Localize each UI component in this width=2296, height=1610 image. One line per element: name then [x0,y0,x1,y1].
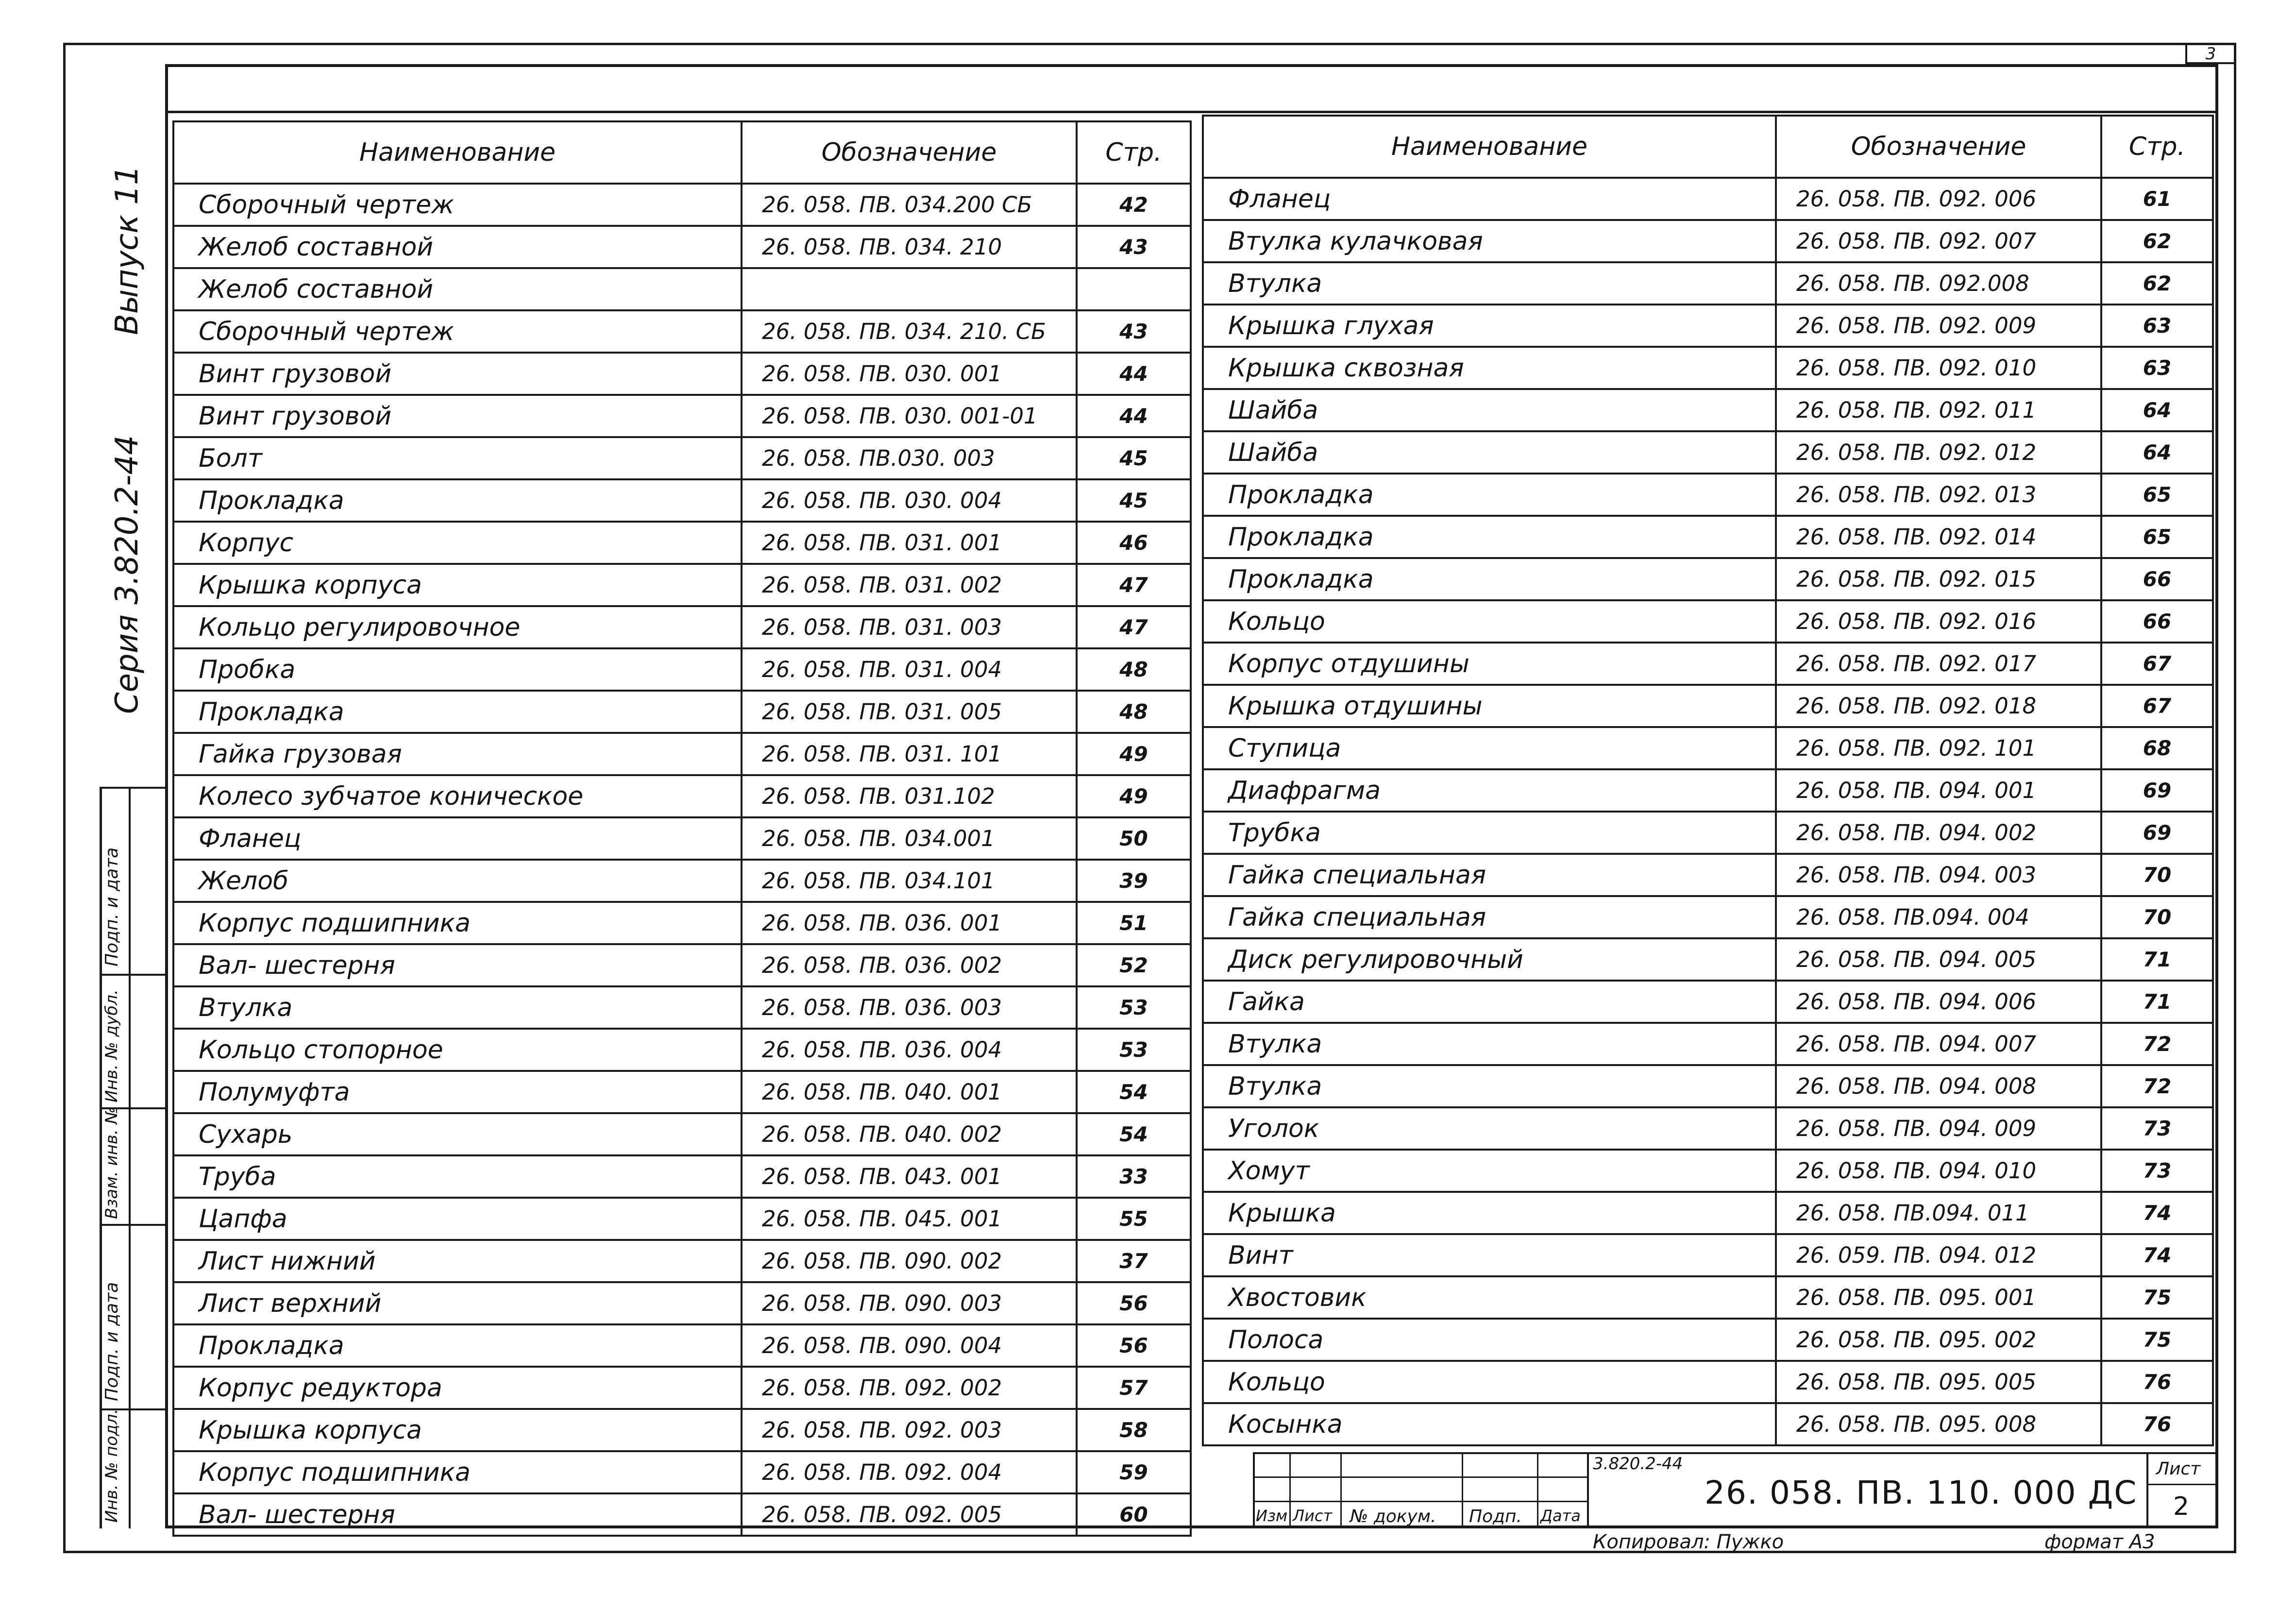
left-designation-cell: 26. 058. ПВ. 040. 001 [742,1071,1077,1113]
right-row [1203,896,2213,938]
left-designation-cell: 26. 058. ПВ. 045. 001 [742,1198,1077,1240]
right-page-cell: 74 [2101,1234,2213,1276]
right-designation-cell: 26. 058. ПВ. 094. 001 [1776,769,2101,812]
right-name-cell: Диафрагма [1203,769,1776,812]
left-name-cell: Желоб составной [173,226,742,268]
right-designation-cell: 26. 058. ПВ. 092. 018 [1776,685,2101,727]
footer-copied: Копировал: Пужко [1593,1531,1784,1553]
left-designation-cell: 26. 058. ПВ. 092. 004 [742,1451,1077,1493]
left-name-cell: Гайка грузовая [173,733,742,775]
right-row [1203,938,2213,981]
right-header-designation: Обозначение [1776,116,2101,178]
right-row [1203,1192,2213,1234]
left-row [173,986,1191,1029]
left-designation-cell: 26. 058. ПВ. 090. 003 [742,1282,1077,1324]
left-row [173,860,1191,902]
right-name-cell: Втулка [1203,1023,1776,1065]
right-page-cell: 63 [2101,305,2213,347]
left-header-row [173,121,1191,184]
right-name-cell: Крышка сквозная [1203,347,1776,389]
left-row [173,1493,1191,1536]
right-designation-cell: 26. 058. ПВ. 094. 010 [1776,1150,2101,1192]
left-name-cell: Вал- шестерня [173,944,742,986]
left-row [173,1029,1191,1071]
right-page-cell: 76 [2101,1403,2213,1445]
left-name-cell: Втулка [173,986,742,1029]
right-page-cell: 74 [2101,1192,2213,1234]
right-row [1203,1361,2213,1403]
right-row [1203,643,2213,685]
right-row [1203,389,2213,431]
left-page-cell: 42 [1077,184,1191,226]
right-page-cell: 61 [2101,178,2213,220]
tb-series-ref: 3.820.2-44 [1593,1454,1683,1474]
right-name-cell: Крышка отдушины [1203,685,1776,727]
right-designation-cell: 26. 058. ПВ. 094. 008 [1776,1065,2101,1107]
right-name-cell: Шайба [1203,431,1776,474]
left-designation-cell: 26. 058. ПВ.030. 003 [742,437,1077,479]
right-designation-cell: 26. 058. ПВ. 094. 002 [1776,812,2101,854]
right-designation-cell: 26. 058. ПВ.094. 004 [1776,896,2101,938]
left-row [173,522,1191,564]
left-designation-cell: 26. 058. ПВ. 031. 004 [742,648,1077,691]
left-name-cell: Крышка корпуса [173,1409,742,1451]
right-page-cell: 73 [2101,1150,2213,1192]
right-name-cell: Уголок [1203,1107,1776,1150]
left-page-cell: 33 [1077,1155,1191,1198]
left-designation-cell: 26. 058. ПВ. 030. 001-01 [742,395,1077,437]
left-page-cell: 59 [1077,1451,1191,1493]
left-row [173,226,1191,268]
left-row [173,606,1191,648]
left-designation-cell: 26. 058. ПВ. 034.001 [742,817,1077,860]
left-name-cell: Корпус подшипника [173,1451,742,1493]
right-page-cell: 72 [2101,1065,2213,1107]
left-designation-cell: 26. 058. ПВ. 034. 210. СБ [742,310,1077,353]
right-page-cell: 62 [2101,262,2213,305]
right-page-cell: 69 [2101,769,2213,812]
right-page-cell: 64 [2101,431,2213,474]
left-page-cell: 60 [1077,1493,1191,1536]
left-row [173,1198,1191,1240]
left-row [173,564,1191,606]
tb-sheet-number: 2 [2173,1492,2190,1521]
right-row [1203,431,2213,474]
right-header-name: Наименование [1203,116,1776,178]
left-row [173,648,1191,691]
right-name-cell: Фланец [1203,178,1776,220]
right-name-cell: Трубка [1203,812,1776,854]
left-designation-cell: 26. 058. ПВ. 031. 003 [742,606,1077,648]
left-name-cell: Труба [173,1155,742,1198]
left-page-cell: 51 [1077,902,1191,944]
right-page-cell: 62 [2101,220,2213,262]
left-designation-cell: 26. 058. ПВ. 090. 004 [742,1324,1077,1367]
left-row [173,395,1191,437]
left-designation-cell: 26. 058. ПВ. 036. 004 [742,1029,1077,1071]
right-designation-cell: 26. 058. ПВ. 094. 006 [1776,981,2101,1023]
right-row [1203,685,2213,727]
right-designation-cell: 26. 058. ПВ. 094. 005 [1776,938,2101,981]
left-designation-cell [742,268,1077,310]
left-page-cell: 53 [1077,1029,1191,1071]
left-designation-cell: 26. 058. ПВ. 092. 002 [742,1367,1077,1409]
tb-col-date: Дата [1540,1507,1581,1525]
left-designation-cell: 26. 058. ПВ. 036. 002 [742,944,1077,986]
left-header-designation: Обозначение [742,121,1077,184]
left-row [173,1240,1191,1282]
top-strip-line [168,111,2217,113]
stamp-dup-inv: Инв. № дубл. [102,989,121,1102]
left-page-cell: 57 [1077,1367,1191,1409]
right-page-cell: 66 [2101,558,2213,600]
right-row [1203,347,2213,389]
left-name-cell: Сухарь [173,1113,742,1155]
left-name-cell: Лист верхний [173,1282,742,1324]
left-row [173,902,1191,944]
left-page-cell: 56 [1077,1282,1191,1324]
right-designation-cell: 26. 058. ПВ. 092. 101 [1776,727,2101,769]
left-page-cell: 52 [1077,944,1191,986]
left-row [173,1409,1191,1451]
right-designation-cell: 26. 058. ПВ. 092. 014 [1776,516,2101,558]
left-name-cell: Колесо зубчатое коническое [173,775,742,817]
right-row [1203,600,2213,643]
left-name-cell: Лист нижний [173,1240,742,1282]
right-designation-cell: 26. 058. ПВ. 092. 009 [1776,305,2101,347]
left-row [173,944,1191,986]
right-page-cell: 67 [2101,643,2213,685]
right-designation-cell: 26. 058. ПВ. 092. 015 [1776,558,2101,600]
left-name-cell: Болт [173,437,742,479]
left-designation-cell: 26. 058. ПВ. 030. 004 [742,479,1077,522]
right-row [1203,1150,2213,1192]
left-page-cell: 56 [1077,1324,1191,1367]
left-name-cell: Винт грузовой [173,353,742,395]
right-page-cell: 76 [2101,1361,2213,1403]
right-name-cell: Гайка специальная [1203,896,1776,938]
right-row [1203,220,2213,262]
left-designation-cell: 26. 058. ПВ. 034. 210 [742,226,1077,268]
right-row [1203,516,2213,558]
left-page-cell: 37 [1077,1240,1191,1282]
right-row [1203,812,2213,854]
right-designation-cell: 26. 058. ПВ. 095. 001 [1776,1276,2101,1319]
right-header-page: Стр. [2101,116,2213,178]
left-page-cell: 43 [1077,226,1191,268]
right-page-cell: 72 [2101,1023,2213,1065]
right-page-cell: 65 [2101,516,2213,558]
left-page-cell: 54 [1077,1113,1191,1155]
tb-col-sign: Подп. [1469,1507,1522,1526]
right-name-cell: Кольцо [1203,600,1776,643]
right-designation-cell: 26. 058. ПВ. 094. 003 [1776,854,2101,896]
left-page-cell: 49 [1077,733,1191,775]
tb-sheet-label: Лист [2156,1459,2201,1479]
right-row [1203,558,2213,600]
left-page-cell: 54 [1077,1071,1191,1113]
right-name-cell: Прокладка [1203,558,1776,600]
left-name-cell: Вал- шестерня [173,1493,742,1536]
left-page-cell: 53 [1077,986,1191,1029]
tb-col-doc: № докум. [1350,1507,1436,1526]
right-designation-cell: 26. 058. ПВ. 095. 005 [1776,1361,2101,1403]
right-row [1203,981,2213,1023]
right-name-cell: Прокладка [1203,474,1776,516]
right-name-cell: Кольцо [1203,1361,1776,1403]
left-page-cell: 44 [1077,395,1191,437]
right-designation-cell: 26. 058. ПВ. 092. 006 [1776,178,2101,220]
right-name-cell: Шайба [1203,389,1776,431]
left-page-cell [1077,268,1191,310]
right-designation-cell: 26. 058. ПВ. 092. 011 [1776,389,2101,431]
left-page-cell: 46 [1077,522,1191,564]
right-name-cell: Полоса [1203,1319,1776,1361]
left-header-name: Наименование [173,121,742,184]
left-designation-cell: 26. 058. ПВ. 092. 005 [742,1493,1077,1536]
right-name-cell: Диск регулировочный [1203,938,1776,981]
right-name-cell: Крышка глухая [1203,305,1776,347]
right-header-row [1203,116,2213,178]
left-page-cell: 39 [1077,860,1191,902]
right-row [1203,305,2213,347]
left-designation-cell: 26. 058. ПВ. 031. 002 [742,564,1077,606]
right-row [1203,178,2213,220]
left-name-cell: Крышка корпуса [173,564,742,606]
series-label: Серия 3.820.2-44 [109,435,145,714]
left-name-cell: Кольцо регулировочное [173,606,742,648]
left-row [173,353,1191,395]
left-designation-cell: 26. 058. ПВ. 036. 001 [742,902,1077,944]
right-page-cell: 63 [2101,347,2213,389]
right-name-cell: Гайка специальная [1203,854,1776,896]
stamp-sign-date-1: Подп. и дата [102,847,122,966]
right-row [1203,1319,2213,1361]
left-name-cell: Корпус подшипника [173,902,742,944]
left-page-cell: 48 [1077,691,1191,733]
left-name-cell: Желоб [173,860,742,902]
right-page-cell: 70 [2101,896,2213,938]
left-page-cell: 43 [1077,310,1191,353]
left-designation-cell: 26. 058. ПВ. 031. 101 [742,733,1077,775]
right-row [1203,1234,2213,1276]
stamp-sign-date-2: Подп. и дата [102,1282,122,1401]
left-page-cell: 44 [1077,353,1191,395]
right-designation-cell: 26. 058. ПВ. 092. 016 [1776,600,2101,643]
right-designation-cell: 26. 058. ПВ. 094. 009 [1776,1107,2101,1150]
right-designation-cell: 26. 058. ПВ. 092. 012 [1776,431,2101,474]
left-designation-cell: 26. 058. ПВ. 036. 003 [742,986,1077,1029]
right-row [1203,1065,2213,1107]
tb-col-sheet: Лист [1293,1507,1333,1525]
left-row [173,437,1191,479]
left-designation-cell: 26. 058. ПВ. 031. 005 [742,691,1077,733]
left-name-cell: Кольцо стопорное [173,1029,742,1071]
left-page-cell: 47 [1077,564,1191,606]
left-row [173,1282,1191,1324]
left-name-cell: Прокладка [173,691,742,733]
left-name-cell: Цапфа [173,1198,742,1240]
right-page-cell: 68 [2101,727,2213,769]
right-page-cell: 69 [2101,812,2213,854]
left-row [173,1071,1191,1113]
tb-document-code: 26. 058. ПВ. 110. 000 ДС [1705,1474,2138,1511]
left-designation-cell: 26. 058. ПВ. 043. 001 [742,1155,1077,1198]
sheet-corner-number: 3 [2205,44,2216,64]
left-name-cell: Корпус редуктора [173,1367,742,1409]
left-designation-cell: 26. 058. ПВ. 030. 001 [742,353,1077,395]
issue-label: Выпуск 11 [109,165,145,335]
right-row [1203,854,2213,896]
left-row [173,1367,1191,1409]
left-row [173,1113,1191,1155]
right-name-cell: Хомут [1203,1150,1776,1192]
left-name-cell: Фланец [173,817,742,860]
left-name-cell: Прокладка [173,1324,742,1367]
left-page-cell: 50 [1077,817,1191,860]
left-page-cell: 45 [1077,437,1191,479]
left-name-cell: Корпус [173,522,742,564]
right-row [1203,1107,2213,1150]
left-name-cell: Прокладка [173,479,742,522]
right-spec-table [1202,115,2214,1446]
left-page-cell: 55 [1077,1198,1191,1240]
left-spec-table [172,120,1192,1537]
right-designation-cell: 26. 058. ПВ. 092.008 [1776,262,2101,305]
right-page-cell: 75 [2101,1319,2213,1361]
right-designation-cell: 26. 058. ПВ. 094. 007 [1776,1023,2101,1065]
right-name-cell: Втулка [1203,262,1776,305]
left-name-cell: Винт грузовой [173,395,742,437]
sheet-corner-box [2185,43,2236,64]
right-row [1203,1403,2213,1445]
right-page-cell: 65 [2101,474,2213,516]
right-name-cell: Прокладка [1203,516,1776,558]
left-name-cell: Полумуфта [173,1071,742,1113]
left-row [173,733,1191,775]
right-page-cell: 71 [2101,938,2213,981]
left-row [173,310,1191,353]
right-row [1203,474,2213,516]
right-name-cell: Крышка [1203,1192,1776,1234]
left-row [173,184,1191,226]
left-designation-cell: 26. 058. ПВ. 034.101 [742,860,1077,902]
right-name-cell: Хвостовик [1203,1276,1776,1319]
right-name-cell: Втулка кулачковая [1203,220,1776,262]
left-designation-cell: 26. 058. ПВ. 092. 003 [742,1409,1077,1451]
right-page-cell: 64 [2101,389,2213,431]
left-page-cell: 49 [1077,775,1191,817]
left-row [173,817,1191,860]
left-row [173,479,1191,522]
right-row [1203,769,2213,812]
right-designation-cell: 26. 058. ПВ. 092. 013 [1776,474,2101,516]
right-row [1203,1276,2213,1319]
left-row [173,268,1191,310]
footer-format: формат А3 [2044,1531,2155,1553]
right-row [1203,727,2213,769]
left-name-cell: Сборочный чертеж [173,310,742,353]
title-block [1253,1452,2217,1528]
left-row [173,691,1191,733]
right-name-cell: Винт [1203,1234,1776,1276]
left-designation-cell: 26. 058. ПВ. 031.102 [742,775,1077,817]
right-page-cell: 70 [2101,854,2213,896]
left-page-cell: 47 [1077,606,1191,648]
left-name-cell: Пробка [173,648,742,691]
right-designation-cell: 26. 058. ПВ. 095. 002 [1776,1319,2101,1361]
right-name-cell: Гайка [1203,981,1776,1023]
left-row [173,1324,1191,1367]
right-row [1203,1023,2213,1065]
right-page-cell: 73 [2101,1107,2213,1150]
right-designation-cell: 26. 058. ПВ.094. 011 [1776,1192,2101,1234]
left-designation-cell: 26. 058. ПВ. 031. 001 [742,522,1077,564]
right-name-cell: Ступица [1203,727,1776,769]
right-page-cell: 71 [2101,981,2213,1023]
right-designation-cell: 26. 058. ПВ. 092. 010 [1776,347,2101,389]
right-name-cell: Косынка [1203,1403,1776,1445]
left-header-page: Стр. [1077,121,1191,184]
right-row [1203,262,2213,305]
stamp-orig-inv: Инв. № подл. [102,1408,121,1523]
left-name-cell: Желоб составной [173,268,742,310]
left-row [173,775,1191,817]
left-designation-cell: 26. 058. ПВ. 040. 002 [742,1113,1077,1155]
right-name-cell: Втулка [1203,1065,1776,1107]
right-designation-cell: 26. 058. ПВ. 095. 008 [1776,1403,2101,1445]
tb-col-change: Изм [1256,1507,1288,1525]
right-page-cell: 66 [2101,600,2213,643]
left-row [173,1451,1191,1493]
stamp-replace-inv: Взам. инв. № [102,1107,121,1219]
left-designation-cell: 26. 058. ПВ. 090. 002 [742,1240,1077,1282]
vertical-stamp [100,787,168,1528]
left-page-cell: 48 [1077,648,1191,691]
right-designation-cell: 26. 059. ПВ. 094. 012 [1776,1234,2101,1276]
right-name-cell: Корпус отдушины [1203,643,1776,685]
right-page-cell: 75 [2101,1276,2213,1319]
left-name-cell: Сборочный чертеж [173,184,742,226]
right-designation-cell: 26. 058. ПВ. 092. 017 [1776,643,2101,685]
left-page-cell: 58 [1077,1409,1191,1451]
left-designation-cell: 26. 058. ПВ. 034.200 СБ [742,184,1077,226]
right-designation-cell: 26. 058. ПВ. 092. 007 [1776,220,2101,262]
right-page-cell: 67 [2101,685,2213,727]
left-row [173,1155,1191,1198]
left-page-cell: 45 [1077,479,1191,522]
